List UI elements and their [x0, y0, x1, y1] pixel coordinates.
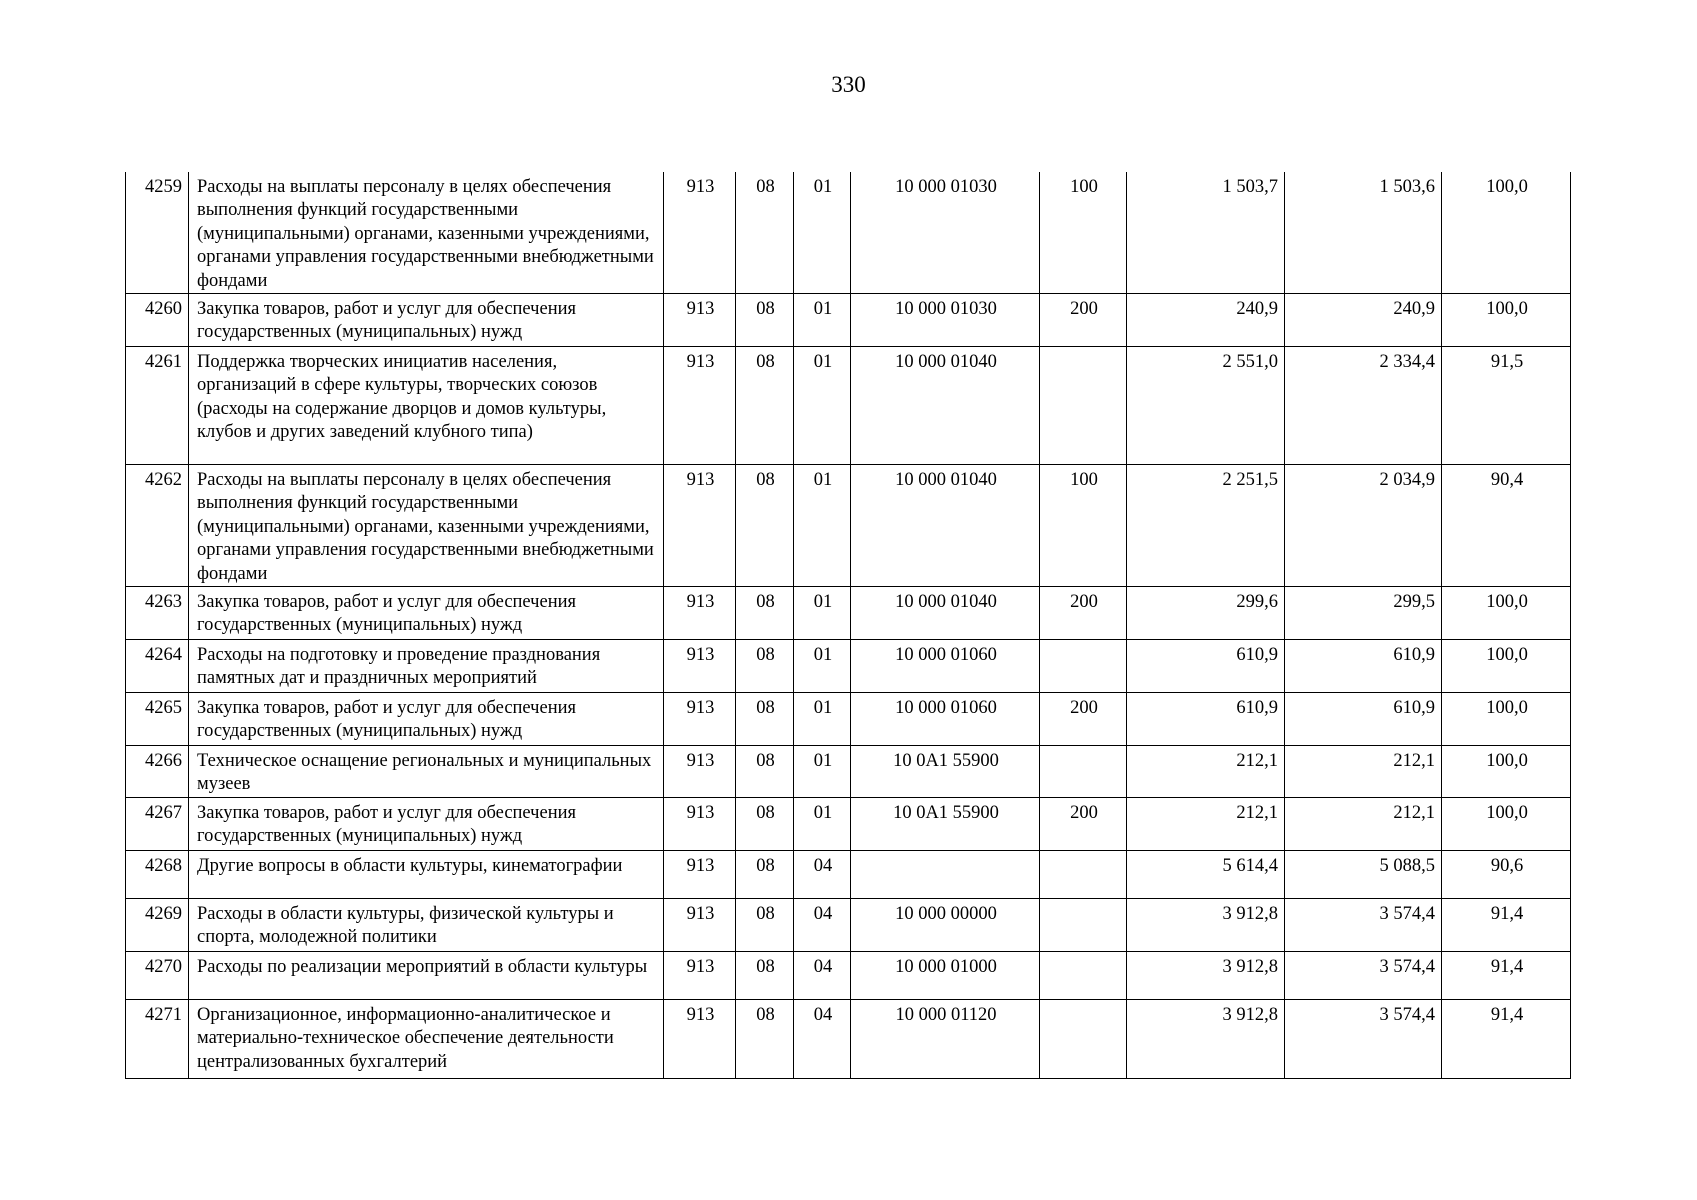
row-number: 4263: [126, 587, 189, 640]
actual-amount: 5 088,5: [1285, 850, 1442, 898]
execution-percent: 100,0: [1442, 172, 1571, 294]
actual-amount: 299,5: [1285, 587, 1442, 640]
target-article-code: 10 0A1 55900: [851, 797, 1040, 850]
table-row: [126, 693, 1571, 746]
section-code: 08: [736, 850, 794, 898]
planned-amount: 5 614,4: [1127, 850, 1285, 898]
table-row: [126, 999, 1571, 1078]
actual-amount: 610,9: [1285, 640, 1442, 693]
expense-type-code: [1040, 850, 1127, 898]
section-code: 08: [736, 898, 794, 951]
execution-percent: 91,4: [1442, 898, 1571, 951]
target-article-code: 10 0A1 55900: [851, 746, 1040, 798]
section-code: 08: [736, 693, 794, 746]
row-number: 4264: [126, 640, 189, 693]
subsection-code: 01: [794, 465, 851, 587]
section-code: 08: [736, 172, 794, 294]
target-article-code: 10 000 01060: [851, 693, 1040, 746]
department-code: 913: [664, 797, 736, 850]
section-code: 08: [736, 746, 794, 798]
subsection-code: 01: [794, 746, 851, 798]
execution-percent: 90,6: [1442, 850, 1571, 898]
section-code: 08: [736, 465, 794, 587]
planned-amount: 1 503,7: [1127, 172, 1285, 294]
section-code: 08: [736, 347, 794, 465]
department-code: 913: [664, 999, 736, 1078]
table-row: [126, 746, 1571, 798]
expense-type-code: [1040, 746, 1127, 798]
expense-type-code: [1040, 898, 1127, 951]
department-code: 913: [664, 172, 736, 294]
subsection-code: 01: [794, 640, 851, 693]
target-article-code: 10 000 01000: [851, 951, 1040, 999]
planned-amount: 2 551,0: [1127, 347, 1285, 465]
budget-table: [125, 172, 1571, 1079]
subsection-code: 01: [794, 294, 851, 347]
expense-type-code: 200: [1040, 797, 1127, 850]
planned-amount: 3 912,8: [1127, 898, 1285, 951]
department-code: 913: [664, 640, 736, 693]
department-code: 913: [664, 294, 736, 347]
table-row: [126, 951, 1571, 999]
execution-percent: 100,0: [1442, 693, 1571, 746]
target-article-code: 10 000 00000: [851, 898, 1040, 951]
subsection-code: 04: [794, 898, 851, 951]
expense-name: Расходы на выплаты персоналу в целях обеспечения выполнения функций государственными (муниципальными) органами, казенными учреждениями, органами управления государственными внебюджетными фондами: [189, 465, 664, 587]
table-row: [126, 898, 1571, 951]
row-number: 4269: [126, 898, 189, 951]
planned-amount: 240,9: [1127, 294, 1285, 347]
planned-amount: 212,1: [1127, 797, 1285, 850]
expense-name: Поддержка творческих инициатив населения, организаций в сфере культуры, творческих союзов (расходы на содержание дворцов и домов культуры, клубов и других заведений клубного типа): [189, 347, 664, 465]
subsection-code: 04: [794, 951, 851, 999]
department-code: 913: [664, 347, 736, 465]
target-article-code: 10 000 01120: [851, 999, 1040, 1078]
section-code: 08: [736, 587, 794, 640]
row-number: 4260: [126, 294, 189, 347]
actual-amount: 212,1: [1285, 746, 1442, 798]
execution-percent: 91,4: [1442, 999, 1571, 1078]
row-number: 4268: [126, 850, 189, 898]
execution-percent: 100,0: [1442, 746, 1571, 798]
subsection-code: 04: [794, 999, 851, 1078]
expense-type-code: [1040, 951, 1127, 999]
expense-type-code: [1040, 347, 1127, 465]
actual-amount: 610,9: [1285, 693, 1442, 746]
section-code: 08: [736, 640, 794, 693]
execution-percent: 91,5: [1442, 347, 1571, 465]
execution-percent: 100,0: [1442, 797, 1571, 850]
expense-name: Закупка товаров, работ и услуг для обеспечения государственных (муниципальных) нужд: [189, 294, 664, 347]
section-code: 08: [736, 294, 794, 347]
actual-amount: 240,9: [1285, 294, 1442, 347]
table-row: [126, 850, 1571, 898]
actual-amount: 3 574,4: [1285, 898, 1442, 951]
execution-percent: 90,4: [1442, 465, 1571, 587]
table-row: [126, 172, 1571, 294]
section-code: 08: [736, 951, 794, 999]
actual-amount: 3 574,4: [1285, 951, 1442, 999]
actual-amount: 1 503,6: [1285, 172, 1442, 294]
section-code: 08: [736, 999, 794, 1078]
row-number: 4259: [126, 172, 189, 294]
planned-amount: 3 912,8: [1127, 999, 1285, 1078]
expense-name: Другие вопросы в области культуры, кинематографии: [189, 850, 664, 898]
execution-percent: 100,0: [1442, 587, 1571, 640]
actual-amount: 3 574,4: [1285, 999, 1442, 1078]
expense-name: Расходы в области культуры, физической культуры и спорта, молодежной политики: [189, 898, 664, 951]
target-article-code: 10 000 01030: [851, 294, 1040, 347]
planned-amount: 610,9: [1127, 640, 1285, 693]
target-article-code: 10 000 01060: [851, 640, 1040, 693]
row-number: 4271: [126, 999, 189, 1078]
planned-amount: 3 912,8: [1127, 951, 1285, 999]
table-row: [126, 640, 1571, 693]
target-article-code: 10 000 01040: [851, 347, 1040, 465]
section-code: 08: [736, 797, 794, 850]
table-row: [126, 465, 1571, 587]
execution-percent: 100,0: [1442, 294, 1571, 347]
table-row: [126, 294, 1571, 347]
expense-name: Закупка товаров, работ и услуг для обеспечения государственных (муниципальных) нужд: [189, 693, 664, 746]
subsection-code: 01: [794, 693, 851, 746]
department-code: 913: [664, 465, 736, 587]
target-article-code: 10 000 01040: [851, 465, 1040, 587]
expense-type-code: [1040, 999, 1127, 1078]
expense-name: Расходы на подготовку и проведение празднования памятных дат и праздничных мероприятий: [189, 640, 664, 693]
table-row: [126, 587, 1571, 640]
expense-type-code: [1040, 640, 1127, 693]
row-number: 4262: [126, 465, 189, 587]
subsection-code: 01: [794, 172, 851, 294]
expense-name: Расходы по реализации мероприятий в области культуры: [189, 951, 664, 999]
subsection-code: 01: [794, 347, 851, 465]
subsection-code: 04: [794, 850, 851, 898]
planned-amount: 299,6: [1127, 587, 1285, 640]
table-row: [126, 797, 1571, 850]
page-number: 330: [831, 72, 866, 97]
actual-amount: 2 334,4: [1285, 347, 1442, 465]
execution-percent: 91,4: [1442, 951, 1571, 999]
expense-type-code: 200: [1040, 294, 1127, 347]
row-number: 4261: [126, 347, 189, 465]
planned-amount: 610,9: [1127, 693, 1285, 746]
department-code: 913: [664, 951, 736, 999]
row-number: 4267: [126, 797, 189, 850]
actual-amount: 2 034,9: [1285, 465, 1442, 587]
target-article-code: [851, 850, 1040, 898]
expense-name: Закупка товаров, работ и услуг для обеспечения государственных (муниципальных) нужд: [189, 587, 664, 640]
expense-type-code: 200: [1040, 693, 1127, 746]
expense-name: Расходы на выплаты персоналу в целях обеспечения выполнения функций государственными (муниципальными) органами, казенными учреждениями, органами управления государственными внебюджетными фондами: [189, 172, 664, 294]
subsection-code: 01: [794, 587, 851, 640]
expense-name: Организационное, информационно-аналитическое и материально-техническое обеспечение деятельности централизованных бухгалтерий: [189, 999, 664, 1078]
target-article-code: 10 000 01030: [851, 172, 1040, 294]
expense-type-code: 100: [1040, 172, 1127, 294]
expense-type-code: 200: [1040, 587, 1127, 640]
table-row: [126, 347, 1571, 465]
subsection-code: 01: [794, 797, 851, 850]
table-body: [126, 172, 1571, 1078]
actual-amount: 212,1: [1285, 797, 1442, 850]
planned-amount: 2 251,5: [1127, 465, 1285, 587]
department-code: 913: [664, 746, 736, 798]
execution-percent: 100,0: [1442, 640, 1571, 693]
expense-name: Закупка товаров, работ и услуг для обеспечения государственных (муниципальных) нужд: [189, 797, 664, 850]
expense-type-code: 100: [1040, 465, 1127, 587]
department-code: 913: [664, 693, 736, 746]
department-code: 913: [664, 850, 736, 898]
expense-name: Техническое оснащение региональных и муниципальных музеев: [189, 746, 664, 798]
target-article-code: 10 000 01040: [851, 587, 1040, 640]
department-code: 913: [664, 898, 736, 951]
row-number: 4266: [126, 746, 189, 798]
row-number: 4265: [126, 693, 189, 746]
row-number: 4270: [126, 951, 189, 999]
department-code: 913: [664, 587, 736, 640]
planned-amount: 212,1: [1127, 746, 1285, 798]
